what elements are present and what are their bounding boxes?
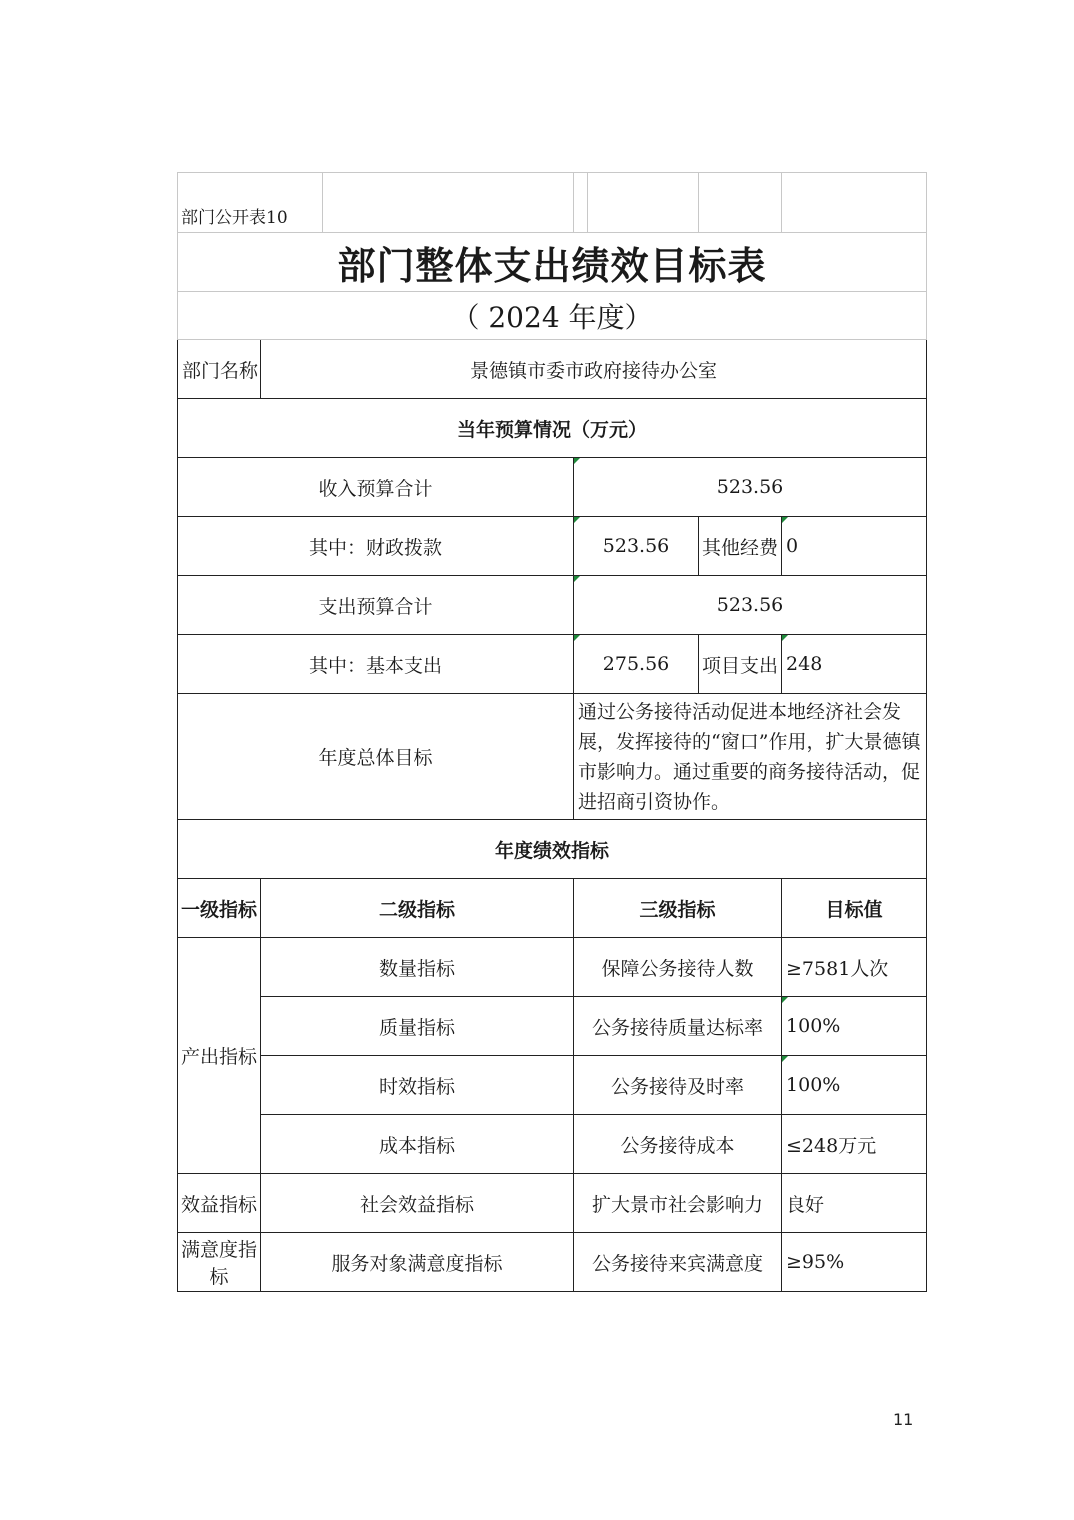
basic-expense-value: 275.56	[574, 635, 699, 694]
page-number: 11	[893, 1410, 914, 1429]
header-target: 目标值	[782, 879, 927, 938]
other-funds-value: 0	[782, 517, 927, 576]
target-value: 100%	[782, 997, 927, 1056]
target-value: ≤248万元	[782, 1115, 927, 1174]
empty-cell	[574, 173, 588, 233]
target-value: 良好	[782, 1174, 927, 1233]
basic-expense-label: 其中：基本支出	[178, 635, 574, 694]
indicator-section-row	[178, 820, 927, 879]
level2-cell: 社会效益指标	[261, 1174, 574, 1233]
target-value: 100%	[782, 1056, 927, 1115]
indicator-row	[178, 997, 927, 1056]
level2-cell: 数量指标	[261, 938, 574, 997]
target-value: ≥7581人次	[782, 938, 927, 997]
basic-expense-row	[178, 635, 927, 694]
income-total-row	[178, 458, 927, 517]
indicator-header-row	[178, 879, 927, 938]
annual-goal-text: 通过公务接待活动促进本地经济社会发展，发挥接待的“窗口”作用，扩大景德镇市影响力。通过重要的商务接待活动，促进招商引资协作。	[574, 694, 927, 820]
target-value: ≥95%	[782, 1233, 927, 1292]
project-expense-value: 248	[782, 635, 927, 694]
table-caption: 部门公开表10	[178, 173, 323, 233]
empty-cell	[323, 173, 574, 233]
other-funds-label: 其他经费	[699, 517, 782, 576]
level3-cell: 公务接待来宾满意度	[574, 1233, 782, 1292]
level3-cell: 公务接待质量达标率	[574, 997, 782, 1056]
fiscal-allocation-value: 523.56	[574, 517, 699, 576]
fiscal-allocation-row	[178, 517, 927, 576]
department-row	[178, 340, 927, 399]
fiscal-year: （ 2024 年度）	[178, 292, 927, 340]
year-row	[178, 292, 927, 340]
project-expense-label: 项目支出	[699, 635, 782, 694]
income-total-value: 523.56	[574, 458, 927, 517]
level3-cell: 公务接待及时率	[574, 1056, 782, 1115]
empty-cell	[782, 173, 927, 233]
title-row	[178, 233, 927, 292]
level3-cell: 扩大景市社会影响力	[574, 1174, 782, 1233]
level2-cell: 质量指标	[261, 997, 574, 1056]
budget-section-row	[178, 399, 927, 458]
expense-total-label: 支出预算合计	[178, 576, 574, 635]
level2-cell: 成本指标	[261, 1115, 574, 1174]
indicator-row	[178, 1115, 927, 1174]
header-level1: 一级指标	[178, 879, 261, 938]
expense-total-value: 523.56	[574, 576, 927, 635]
indicator-row	[178, 1233, 927, 1292]
level1-benefit: 效益指标	[178, 1174, 261, 1233]
income-total-label: 收入预算合计	[178, 458, 574, 517]
header-level3: 三级指标	[574, 879, 782, 938]
indicator-row	[178, 1174, 927, 1233]
level2-cell: 时效指标	[261, 1056, 574, 1115]
annual-goal-label: 年度总体目标	[178, 694, 574, 820]
empty-cell	[699, 173, 782, 233]
document-title: 部门整体支出绩效目标表	[178, 233, 927, 292]
level3-cell: 公务接待成本	[574, 1115, 782, 1174]
performance-target-table	[177, 172, 927, 1292]
budget-section-heading: 当年预算情况（万元）	[178, 399, 927, 458]
caption-row	[178, 173, 927, 233]
header-level2: 二级指标	[261, 879, 574, 938]
level3-cell: 保障公务接待人数	[574, 938, 782, 997]
department-name: 景德镇市委市政府接待办公室	[261, 340, 927, 399]
level1-output: 产出指标	[178, 938, 261, 1174]
annual-goal-row	[178, 694, 927, 820]
expense-total-row	[178, 576, 927, 635]
department-label: 部门名称	[178, 340, 261, 399]
indicator-row	[178, 1056, 927, 1115]
fiscal-allocation-label: 其中：财政拨款	[178, 517, 574, 576]
empty-cell	[588, 173, 699, 233]
level2-cell: 服务对象满意度指标	[261, 1233, 574, 1292]
level1-satisfaction: 满意度指标	[178, 1233, 261, 1292]
indicator-section-heading: 年度绩效指标	[178, 820, 927, 879]
indicator-row	[178, 938, 927, 997]
